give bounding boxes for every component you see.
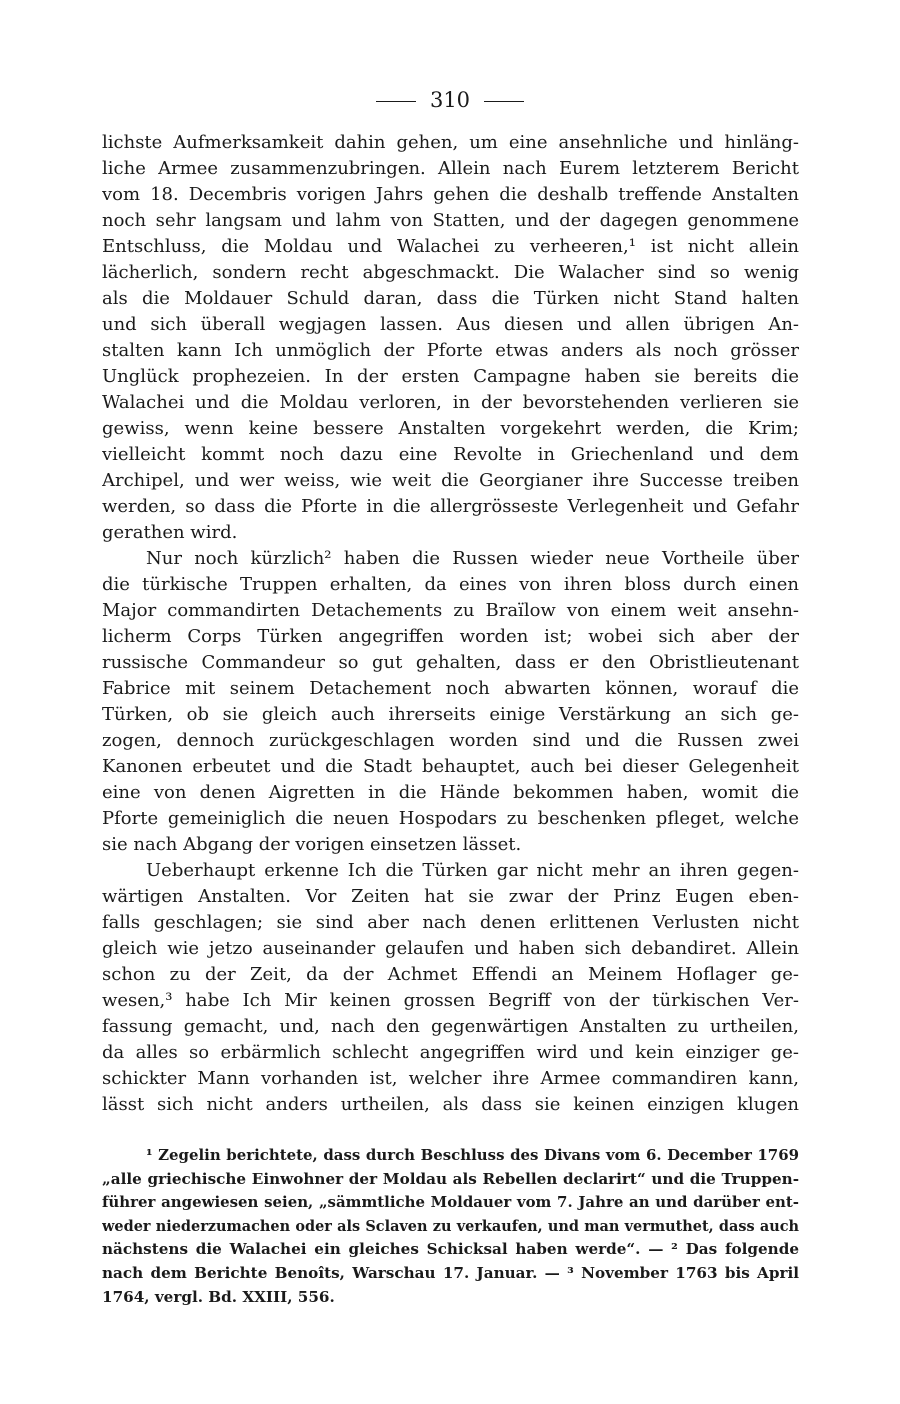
text-line: lichste Aufmerksamkeit dahin gehen, um eine ansehnliche und hinläng- (102, 132, 799, 153)
text-line: Major commandirten Detachements zu Braïlow von einem weit ansehn- (102, 600, 799, 621)
text-line: falls geschlagen; sie sind aber nach denen erlittenen Verlusten nicht (102, 912, 799, 933)
text-line: gerathen wird. (102, 522, 238, 543)
text-line: liche Armee zusammenzubringen. Allein nach Eurem letzterem Bericht (102, 158, 799, 179)
text-line: gewiss, wenn keine bessere Anstalten vorgekehrt werden, die Krim; (102, 418, 799, 439)
footnote-line: „alle griechische Einwohner der Moldau als Rebellen declarirt“ und die Truppen- (102, 1169, 799, 1188)
text-line: Entschluss, die Moldau und Walachei zu verheeren,¹ ist nicht allein (102, 236, 799, 257)
footnote-line: führer angewiesen seien, „sämmtliche Moldauer vom 7. Jahre an und darüber ent- (102, 1193, 799, 1212)
header-dash-left (376, 101, 416, 102)
text-line: schon zu der Zeit, da der Achmet Effendi an Meinem Hoflager ge- (102, 964, 799, 985)
text-line: lächerlich, sondern recht abgeschmackt. Die Walacher sind so wenig (102, 262, 799, 283)
text-line: Archipel, und wer weiss, wie weit die Georgianer ihre Successe treiben (102, 470, 799, 491)
text-line: noch sehr langsam und lahm von Statten, und der dagegen genommene (102, 210, 799, 231)
text-line: sie nach Abgang der vorigen einsetzen lässet. (102, 834, 522, 855)
text-line: Walachei und die Moldau verloren, in der bevorstehenden verlieren sie (102, 392, 799, 413)
text-line: wesen,³ habe Ich Mir keinen grossen Begriff von der türkischen Ver- (102, 990, 799, 1011)
text-line: die türkische Truppen erhalten, da eines von ihren bloss durch einen (102, 574, 799, 595)
text-line: wärtigen Anstalten. Vor Zeiten hat sie zwar der Prinz Eugen eben- (102, 886, 799, 907)
text-line: licherm Corps Türken angegriffen worden ist; wobei sich aber der (102, 626, 799, 647)
header-dash-right (484, 101, 524, 102)
footnote-line: weder niederzumachen oder als Sclaven zu verkaufen, und man vermuthet, dass auch (102, 1217, 799, 1235)
text-line: Fabrice mit seinem Detachement noch abwarten können, worauf die (102, 678, 799, 699)
text-line: Ueberhaupt erkenne Ich die Türken gar nicht mehr an ihren gegen- (146, 860, 799, 881)
footnote-line: nächstens die Walachei ein gleiches Schicksal haben werde“. — ² Das folgende (102, 1240, 799, 1259)
text-line: Pforte gemeiniglich die neuen Hospodars zu beschenken pfleget, welche (102, 808, 799, 829)
footnote-line: nach dem Berichte Benoîts, Warschau 17. Januar. — ³ November 1763 bis April (102, 1263, 799, 1282)
text-line: zogen, dennoch zurückgeschlagen worden sind und die Russen zwei (102, 730, 799, 751)
footnotes (102, 1144, 799, 1309)
text-line: lässt sich nicht anders urtheilen, als dass sie keinen einzigen klugen (102, 1094, 799, 1115)
text-line: als die Moldauer Schuld daran, dass die Türken nicht Stand halten (102, 288, 799, 309)
main-text (102, 130, 799, 1118)
text-line: russische Commandeur so gut gehalten, dass er den Obristlieutenant (102, 652, 799, 673)
text-line: Unglück prophezeien. In der ersten Campagne haben sie bereits die (102, 366, 799, 387)
text-line: vielleicht kommt noch dazu eine Revolte in Griechenland und dem (102, 444, 799, 465)
text-line: und sich überall wegjagen lassen. Aus diesen und allen übrigen An- (102, 314, 799, 335)
text-line: stalten kann Ich unmöglich der Pforte etwas anders als noch grösser (102, 340, 799, 361)
text-line: eine von denen Aigretten in die Hände bekommen haben, womit die (102, 782, 799, 803)
text-line: vom 18. Decembris vorigen Jahrs gehen die deshalb treffende Anstalten (102, 184, 799, 205)
text-line: da alles so erbärmlich schlecht angegriffen wird und kein einziger ge- (102, 1042, 799, 1063)
text-line: schickter Mann vorhanden ist, welcher ihre Armee commandiren kann, (102, 1068, 799, 1089)
page-header (0, 85, 900, 115)
text-line: fassung gemacht, und, nach den gegenwärtigen Anstalten zu urtheilen, (102, 1016, 799, 1037)
text-line: Nur noch kürzlich² haben die Russen wieder neue Vortheile über (146, 548, 799, 569)
text-line: gleich wie jetzo auseinander gelaufen und haben sich debandiret. Allein (102, 938, 799, 959)
footnote-line: ¹ Zegelin berichtete, dass durch Beschluss des Divans vom 6. December 1769 (146, 1146, 799, 1164)
text-line: Türken, ob sie gleich auch ihrerseits einige Verstärkung an sich ge- (102, 704, 799, 725)
footnote-line: 1764, vergl. Bd. XXIII, 556. (102, 1287, 335, 1306)
text-line: Kanonen erbeutet und die Stadt behauptet, auch bei dieser Gelegenheit (102, 756, 799, 777)
text-line: werden, so dass die Pforte in die allergrösseste Verlegenheit und Gefahr (102, 496, 799, 517)
page-number: 310 (429, 88, 471, 112)
